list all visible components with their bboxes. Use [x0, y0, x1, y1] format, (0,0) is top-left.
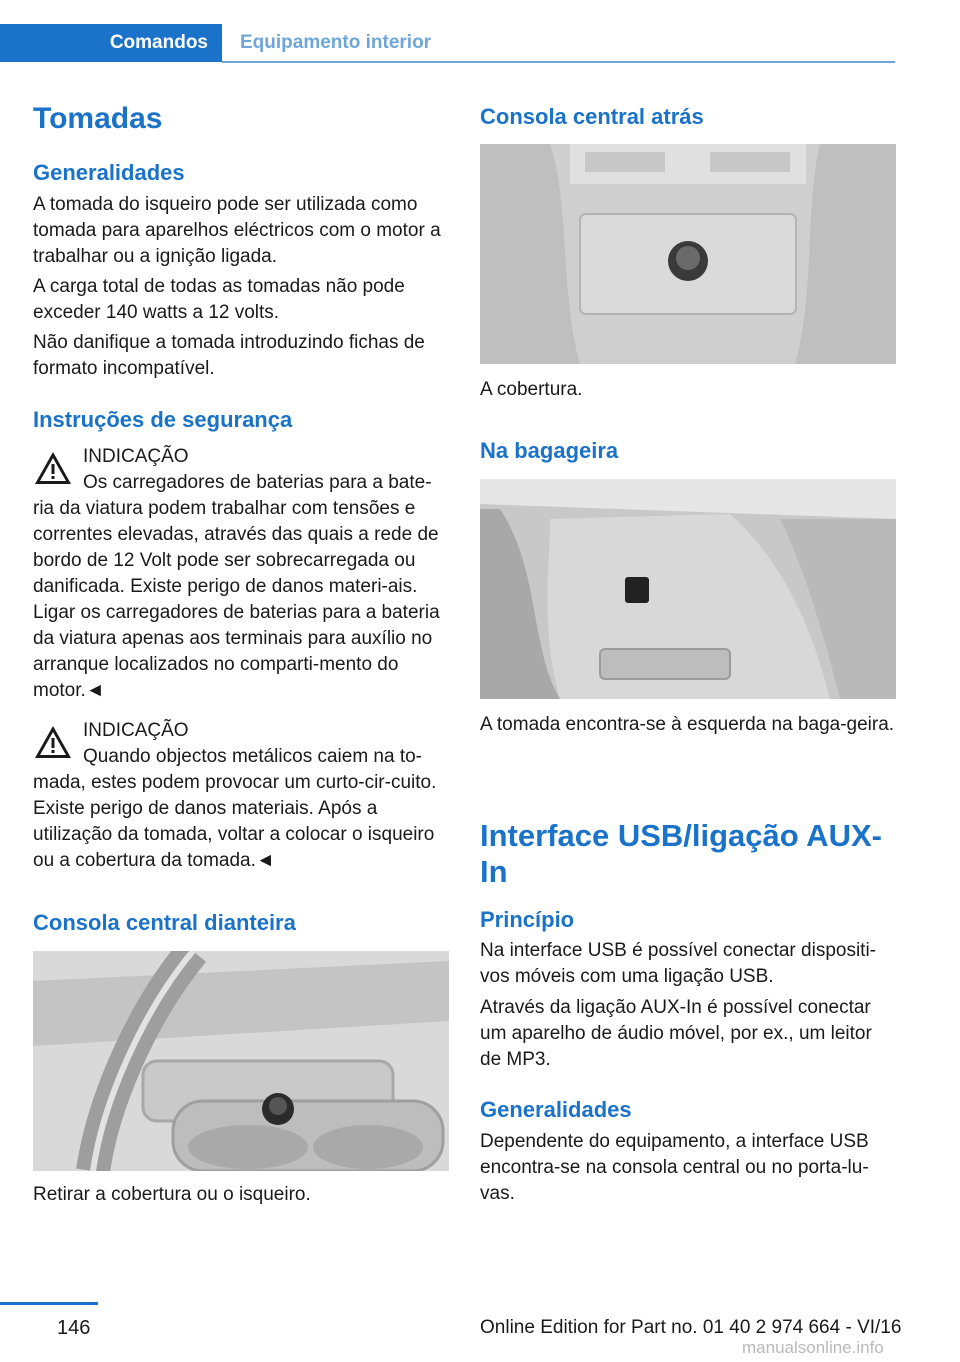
warning-label-2: INDICAÇÃO	[83, 720, 189, 741]
heading-bagageira: Na bagageira	[480, 438, 619, 463]
photo-trunk	[480, 479, 896, 699]
tab-comandos[interactable]: Comandos	[0, 24, 222, 62]
tab-equipamento-interior[interactable]: Equipamento interior	[240, 32, 432, 53]
caption-trunk: A tomada encontra-se à esquerda na baga-geira.	[480, 714, 895, 735]
section-title-tomadas: Tomadas	[33, 102, 163, 135]
page-number: 146	[57, 1317, 91, 1339]
caption-front-console: Retirar a cobertura ou o isqueiro.	[33, 1184, 311, 1205]
heading-principio: Princípio	[480, 907, 575, 932]
footer-edition: Online Edition for Part no. 01 40 2 974 664 - VI/16	[480, 1317, 902, 1338]
paragraph-general-2: A carga total de todas as tomadas não pode exceder 140 watts a 12 volts.	[33, 276, 405, 323]
paragraph-general-3: Não danifique a tomada introduzindo fichas de formato incompatível.	[33, 332, 425, 379]
chapter-header	[0, 24, 895, 62]
warning-text-1: Os carregadores de baterias para a bate-ria da viatura podem trabalhar com tensões e correntes elevadas, através das quais a rede de bordo de 12 Volt pode ser sobrecarregada ou danificada. Existe perigo de danos materi-ais. Ligar os carregadores de baterias para a bateria da viatura apenas aos terminais para auxílio no arranque localizados no comparti-mento do motor.◄	[33, 472, 440, 701]
paragraph-general-usb: Dependente do equipamento, a interface USB encontra-se na consola central ou no porta-lu-vas.	[480, 1131, 869, 1204]
paragraph-principle-2: Através da ligação AUX-In é possível conectar um aparelho de áudio móvel, por ex., um leitor de MP3.	[480, 997, 872, 1070]
photo-front-console	[33, 951, 449, 1171]
warning-label-1: INDICAÇÃO	[83, 446, 189, 467]
footer-divider	[0, 1302, 98, 1305]
heading-consola-dianteira: Consola central dianteira	[33, 910, 296, 935]
heading-generalidades: Generalidades	[33, 160, 185, 185]
watermark: manualsonline.info	[742, 1338, 884, 1357]
heading-instrucoes-seguranca: Instruções de segurança	[33, 407, 293, 432]
paragraph-general-1: A tomada do isqueiro pode ser utilizada como tomada para aparelhos eléctricos com o motor a trabalhar ou a ignição ligada.	[33, 194, 441, 267]
warning-text-2: Quando objectos metálicos caiem na to-mada, estes podem provocar um curto-cir-cuito. Existe perigo de danos materiais. Após a utilização da tomada, voltar a colocar o isqueiro ou a cobertura da tomada.◄	[33, 746, 437, 871]
caption-rear-console: A cobertura.	[480, 379, 583, 400]
photo-rear-console	[480, 144, 896, 364]
header-divider	[222, 61, 895, 63]
heading-generalidades-usb: Generalidades	[480, 1097, 632, 1122]
section-title-usb-aux: Interface USB/ligação AUX-In	[480, 818, 882, 889]
paragraph-principle-1: Na interface USB é possível conectar dispositi-vos móveis com uma ligação USB.	[480, 940, 877, 987]
heading-consola-atras: Consola central atrás	[480, 104, 704, 129]
